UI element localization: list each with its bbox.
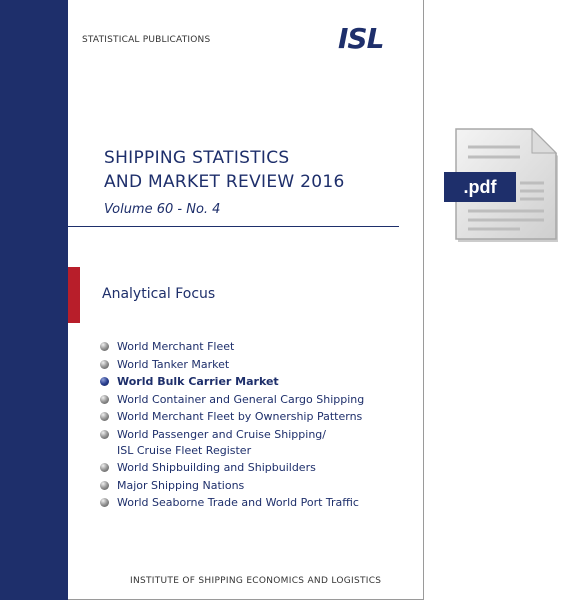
topic-label: World Passenger and Cruise Shipping/ ISL Cruise Fleet Register [117, 427, 326, 457]
title-line-1: SHIPPING STATISTICS [104, 148, 290, 168]
topic-list [100, 339, 364, 513]
accent-bar [68, 267, 80, 323]
topic-item [100, 427, 364, 459]
bullet-icon [100, 360, 109, 369]
publication-title [104, 146, 345, 194]
topic-item [100, 495, 364, 511]
bullet-icon [100, 498, 109, 507]
topic-item [100, 460, 364, 476]
isl-logo: ISL [338, 22, 384, 55]
pdf-label: .pdf [444, 172, 516, 202]
topic-item [100, 409, 364, 425]
topic-label: World Container and General Cargo Shipping [117, 392, 365, 406]
topic-label: World Bulk Carrier Market [117, 375, 279, 388]
topic-item [100, 478, 364, 494]
bullet-icon [100, 412, 109, 421]
topic-label: World Tanker Market [117, 357, 230, 371]
topic-item [100, 392, 364, 408]
title-line-2: AND MARKET REVIEW 2016 [104, 172, 345, 192]
bullet-icon [100, 342, 109, 351]
focus-heading: Analytical Focus [102, 286, 216, 302]
institute-name: INSTITUTE OF SHIPPING ECONOMICS AND LOGISTICS [130, 576, 382, 586]
topic-label: World Shipbuilding and Shipbuilders [117, 461, 316, 474]
volume-number: Volume 60 - No. 4 [104, 202, 221, 217]
bullet-icon [100, 463, 109, 472]
pdf-download-icon[interactable] [440, 125, 560, 245]
bullet-icon [100, 377, 109, 386]
title-divider [68, 226, 399, 227]
bullet-icon [100, 395, 109, 404]
topic-item [100, 339, 364, 355]
topic-label: World Merchant Fleet [117, 340, 235, 353]
topic-item [100, 357, 364, 373]
topic-item [100, 374, 364, 390]
publisher-label: STATISTICAL PUBLICATIONS [82, 35, 211, 45]
topic-label: Major Shipping Nations [117, 478, 245, 492]
bullet-icon [100, 430, 109, 439]
cover-spine [0, 0, 68, 600]
topic-label: World Seaborne Trade and World Port Traffic [117, 496, 359, 509]
bullet-icon [100, 481, 109, 490]
topic-label: World Merchant Fleet by Ownership Patterns [117, 410, 363, 423]
